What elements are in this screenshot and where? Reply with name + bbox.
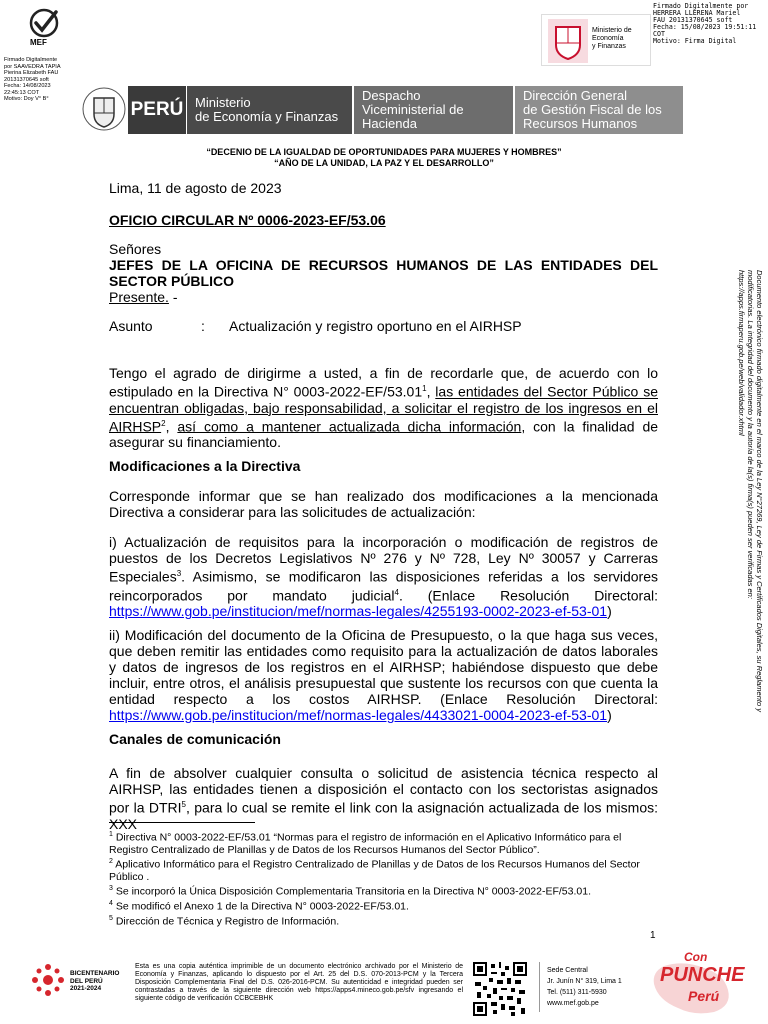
mef-logo-label: MEF — [30, 38, 47, 47]
banner-peru: PERÚ — [128, 86, 186, 134]
bicentenario-label: BICENTENARIO DEL PERÚ 2021-2024 — [70, 970, 120, 992]
coat-of-arms-icon — [548, 19, 588, 63]
banner-despacho: Despacho Viceministerial de Hacienda — [354, 86, 513, 134]
con-punche-peru-logo: Con PUNCHE Perú — [644, 950, 744, 1016]
link-resolucion-0002[interactable]: https://www.gob.pe/institucion/mef/normas-legales/4255193-0002-2023-ef-53-01 — [109, 603, 608, 620]
banner-direccion: Dirección General de Gestión Fiscal de los Recursos Humanos — [515, 86, 683, 134]
page-number: 1 — [650, 930, 656, 941]
footnote-2: $^2$ Aplicativo Informático para el Registro Centralizado de Planillas y de Datos de los Recursos Humanos del Sector Público . — [109, 858, 640, 883]
asunto-label: Asunto — [109, 318, 153, 334]
bicentenario-logo-icon — [30, 962, 66, 998]
footnote-5: $^5$ Dirección de Técnica y Registro de Información. — [109, 914, 340, 928]
banner-ministry: Ministerio de Economía y Finanzas — [187, 86, 352, 134]
letter-date: Lima, 11 de agosto de 2023 — [109, 180, 282, 196]
peru-coat-of-arms-icon — [82, 84, 126, 134]
right-digital-signature: Firmado Digitalmente por HERRERA LLERENA Mariel FAU 20131370645 soft Fecha: 15/08/2023 19:51:11 COT Motivo: Firma Digital — [653, 2, 757, 45]
footnote-1: $^1$ Directiva N° 0003-2022-EF/53.01 “Normas para el registro de información en el Aplicativo Informático para el Registro Centralizado de Planillas y de Datos de los Recursos Humanos del Sector Público”. — [109, 831, 622, 856]
mef-seal: Ministerio de Economía y Finanzas — [541, 14, 651, 66]
presente: Presente. - — [109, 289, 178, 305]
oficio-number: OFICIO CIRCULAR Nº 0006-2023-EF/53.06 — [109, 212, 386, 228]
paragraph-intro: Tengo el agrado de dirigirme a usted, a fin de recordarle que, de acuerdo con lo estipulado en la Directiva N° 0003-2022-EF/53.01$^1$, las entidades del Sector Público se encuentran obligadas, bajo responsabilidad, a solicitar el registro de los ingresos en el AIRHSP$^2$, así como a mantener actualizada dicha información, con la finalidad de asegurar su financiamiento. — [109, 365, 659, 451]
addressee: JEFES DE LA OFICINA DE RECURSOS HUMANOS DE LAS ENTIDADES DEL SECTOR PÚBLICO — [109, 257, 658, 289]
mef-web-link[interactable]: www.mef.gob.pe — [547, 1000, 599, 1007]
authenticity-notice: Esta es una copia auténtica imprimible de un documento electrónico archivado por el Ministerio de Economía y Finanzas, aplicando lo dispuesto por el Art. 25 del D.S. 070-2013-PCM y la Tercera Disposición Complementaria Final del D.S. 026-2016-PCM. Su autenticidad e integridad pueden ser contrastadas a través de la siguiente dirección web https://apps4.mineco.gob.pe/sfv ingresando el siguiente código de verificación CCBCEBHK — [135, 963, 463, 1002]
paragraph-modificaciones: Corresponde informar que se han realizado dos modificaciones a la mencionada Directiva a considerar para las solicitudes de actualización: — [109, 488, 658, 520]
link-resolucion-0004[interactable]: https://www.gob.pe/institucion/mef/normas-legales/4433021-0004-2023-ef-53-01 — [109, 707, 608, 723]
heading-canales: Canales de comunicación — [109, 731, 281, 747]
paragraph-item-i: i) Actualización de requisitos para la incorporación o modificación de registros de puestos de los Decretos Legislativos Nº 276 y Nº 728, Ley Nº 30057 y Carreras Especiales$^3$. Asimismo, se modificaron las disposiciones referidas a los servidores reincorporados por mandato judicial$^4$. (Enlace Resolución Directoral: https://www.gob.pe/institucion/mef/normas-legales/4255193-0002-2023-ef-53-01) — [109, 534, 658, 620]
footer-divider — [539, 962, 540, 1012]
footnotes — [109, 829, 658, 928]
paragraph-item-ii: ii) Modificación del documento de la Oficina de Presupuesto, o la que haga sus veces, que deben remitir las entidades como requisito para la actualización de datos laborales y datos de ingresos de los registros en el AIRHSP; habiéndose dispuesto que debe incluir, entre otros, el análisis presupuestal que sustente los recursos con que cuenta la entidad respecto a los costos AIRHSP. (Enlace Resolución Directoral: https://www.gob.pe/institucion/mef/normas-legales/4433021-0004-2023-ef-53-01) — [109, 627, 658, 723]
qr-code-icon — [473, 962, 527, 1016]
salutation: Señores — [109, 241, 162, 257]
decenio-heading: “DECENIO DE LA IGUALDAD DE OPORTUNIDADES PARA MUJERES Y HOMBRES” “AÑO DE LA UNIDAD, LA PAZ Y EL DESARROLLO” — [206, 147, 562, 168]
footnote-4: $^4$ Se modificó el Anexo 1 de la Directiva N° 0003-2022-EF/53.01. — [109, 899, 409, 913]
digital-signature-side-note: Documento electrónico firmado digitalmente en el marco de la Ley N°27269, Ley de Firmas y Certificados Digitales, su Reglamento y modificatorias. La integridad del documento y la autoría de la(s) firma(s) pueden ser verificadas en: https://apps.firmaperu.gob.pe/web/validador.xhtml — [737, 270, 764, 712]
footnote-divider — [109, 822, 255, 823]
asunto-row — [109, 318, 658, 334]
footnote-3: $^3$ Se incorporó la Única Disposición Complementaria Transitoria en la Directiva N° 0003-2022-EF/53.01. — [109, 885, 591, 898]
asunto-colon: : — [201, 318, 205, 334]
heading-modificaciones: Modificaciones a la Directiva — [109, 458, 301, 474]
left-digital-signature: Firmado Digitalmente por SAAVEDRA TAPIA Pierina Elizabeth FAU 20131370645 soft Fecha: 14/08/2023 22:45:13 COT Motivo: Doy V° B° — [4, 57, 61, 102]
paragraph-canales: A fin de absolver cualquier consulta o solicitud de asistencia técnica respecto al AIRHSP, las entidades tienen a disposición el contacto con los sectoristas asignados por la DTRI$^5$, para lo cual se remite el link con la asignación actualizada de los mismos: XXX — [109, 765, 658, 832]
asunto-text: Actualización y registro oportuno en el AIRHSP — [229, 318, 522, 334]
sede-info: Sede Central Jr. Junín N° 319, Lima 1 Tel. (511) 311-5930 www.mef.gob.pe — [547, 967, 622, 1007]
